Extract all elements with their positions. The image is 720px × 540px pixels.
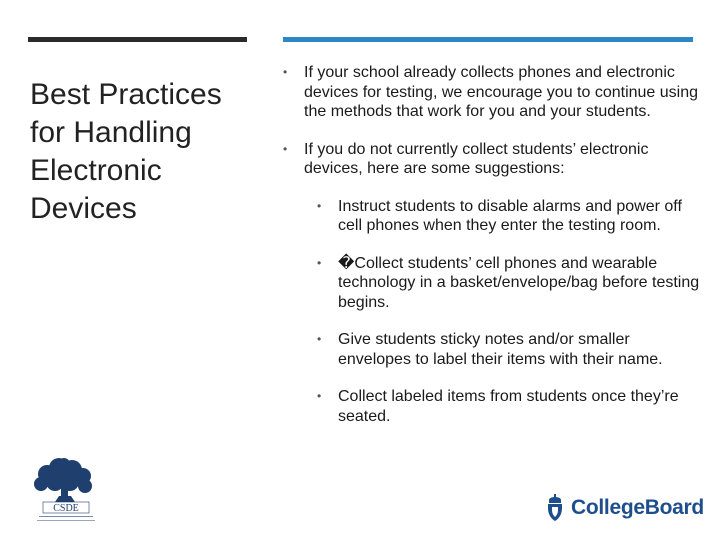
csde-logo-text: CSDE [53,503,79,514]
bullet-text: If you do not currently collect students’ electronic devices, here are some suggestions: [304,140,649,177]
csde-logo [25,456,105,526]
bullet-icon: • [317,255,322,270]
title-line: for Handling [30,116,192,150]
sub-list-item [317,254,703,313]
content-accent-bar [283,37,693,42]
list-item [283,140,703,179]
sub-bullet-list [317,197,703,427]
bullet-text: If your school already collects phones and electronic devices for testing, we encourage you to continue using the methods that work for you and your students. [304,64,699,120]
list-item [283,63,703,122]
sub-list-item [317,387,703,426]
bullet-icon: • [283,65,288,79]
sub-list-item [317,197,703,236]
bullet-icon: • [283,141,288,156]
bullet-icon: • [317,389,322,403]
bullet-icon: • [317,332,322,346]
sub-list-item [317,330,703,369]
slide-title [30,76,260,228]
sub-bullet-text: �Collect students’ cell phones and wearable technology in a basket/envelope/bag before testing begins. [338,254,700,311]
title-divider-bar [28,37,247,42]
bullet-icon: • [317,198,322,213]
title-line: Electronic [30,154,162,188]
title-line: Devices [30,192,137,226]
sub-bullet-text: Collect labeled items from students once they’re seated. [338,388,679,425]
sub-bullet-text: Give students sticky notes and/or smaller envelopes to label their items with their name. [338,331,663,368]
sub-bullet-text: Instruct students to disable alarms and power off cell phones when they enter the testing room. [338,197,682,234]
collegeboard-logo [543,492,704,524]
collegeboard-logo-text: CollegeBoard [571,496,704,519]
acorn-icon [543,494,567,522]
slide-content [283,63,703,444]
bullet-list [283,63,703,179]
title-line: Best Practices [30,78,222,112]
